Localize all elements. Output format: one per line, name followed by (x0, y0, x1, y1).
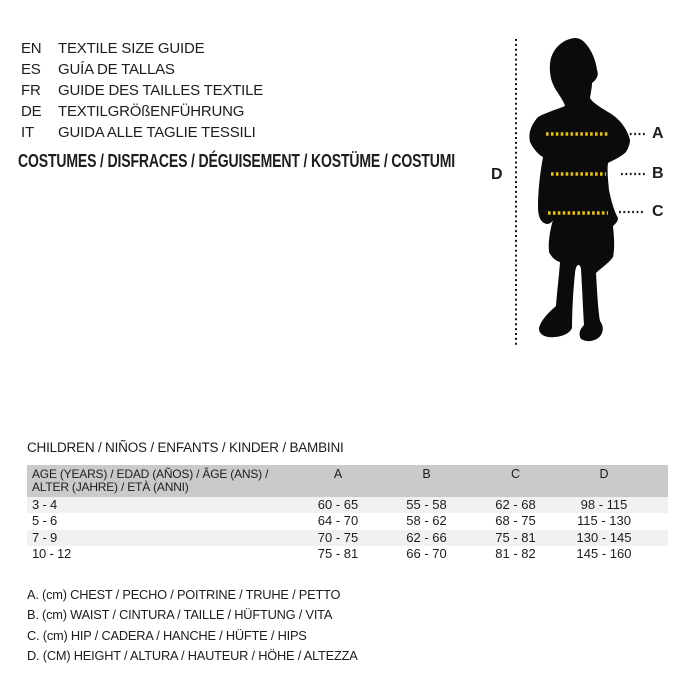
waist-cell: 55 - 58 (406, 497, 447, 512)
waist-cell: 66 - 70 (406, 545, 447, 561)
hip-cell: 75 - 81 (495, 529, 536, 545)
section-title: CHILDREN / NIÑOS / ENFANTS / KINDER / BAMBINI (27, 440, 344, 455)
measurement-figure (480, 30, 680, 350)
age-cell: 7 - 9 (32, 529, 58, 545)
height-label: D (491, 166, 503, 183)
column-header-c: C (510, 467, 521, 481)
hip-cell: 62 - 68 (495, 497, 536, 512)
category-title: COSTUMES / DISFRACES / DÉGUISEMENT / KOSTÜME / COSTUMI (18, 151, 455, 171)
measurement-legend (27, 585, 358, 667)
list-item (21, 80, 263, 101)
language-title: GUÍA DE TALLAS (58, 61, 175, 78)
legend-height: D. (CM) HEIGHT / ALTURA / HAUTEUR / HÖHE / ALTEZZA (27, 648, 358, 664)
hip-cell: 81 - 82 (495, 545, 536, 561)
language-code: IT (21, 124, 34, 141)
language-title: TEXTILE SIZE GUIDE (58, 40, 205, 57)
waist-cell: 62 - 66 (406, 529, 447, 545)
waist-cell: 58 - 62 (406, 513, 447, 529)
table-row (27, 530, 668, 546)
list-item (21, 101, 263, 122)
language-code: ES (21, 61, 41, 78)
age-header-line1: AGE (YEARS) / EDAD (AÑOS) / ÂGE (ANS) / (32, 467, 269, 481)
legend-chest: A. (cm) CHEST / PECHO / POITRINE / TRUHE / PETTO (27, 587, 341, 602)
table-row (27, 497, 668, 513)
child-silhouette-icon (529, 38, 630, 341)
chest-cell: 60 - 65 (317, 497, 359, 512)
hip-label: C (652, 203, 664, 220)
legend-hip: C. (cm) HIP / CADERA / HANCHE / HÜFTE / HIPS (27, 627, 307, 643)
list-item (21, 38, 263, 59)
height-cell: 130 - 145 (576, 529, 632, 545)
legend-waist: B. (cm) WAIST / CINTURA / TAILLE / HÜFTUNG / VITA (27, 607, 333, 623)
language-list (21, 38, 263, 143)
table-header-row (27, 465, 668, 497)
height-cell: 145 - 160 (576, 545, 632, 561)
age-cell: 5 - 6 (32, 513, 58, 529)
language-title: TEXTILGRÖßENFÜHRUNG (58, 103, 245, 120)
table-body (27, 497, 668, 562)
chest-label: A (652, 125, 664, 142)
column-header-b: B (422, 467, 431, 481)
language-code: EN (21, 40, 42, 57)
column-header-d: D (599, 467, 609, 481)
list-item (21, 122, 263, 143)
table-row (27, 546, 668, 562)
language-code: DE (21, 103, 42, 120)
age-cell: 3 - 4 (32, 497, 58, 512)
age-cell: 10 - 12 (32, 545, 72, 561)
hip-cell: 68 - 75 (495, 513, 536, 529)
chest-cell: 64 - 70 (317, 513, 359, 529)
table-row (27, 513, 668, 529)
size-table (27, 465, 668, 562)
height-cell: 115 - 130 (577, 513, 631, 529)
list-item (21, 59, 263, 80)
chest-cell: 70 - 75 (317, 529, 359, 545)
age-column-header (27, 465, 294, 497)
language-title: GUIDA ALLE TAGLIE TESSILI (58, 124, 256, 141)
age-header-line2: ALTER (JAHRE) / ETÀ (ANNI) (32, 480, 189, 494)
waist-label: B (652, 165, 664, 182)
chest-cell: 75 - 81 (317, 545, 359, 561)
language-title: GUIDE DES TAILLES TEXTILE (58, 82, 264, 99)
height-cell: 98 - 115 (580, 497, 628, 512)
column-header-a: A (333, 467, 343, 481)
language-code: FR (21, 82, 41, 99)
